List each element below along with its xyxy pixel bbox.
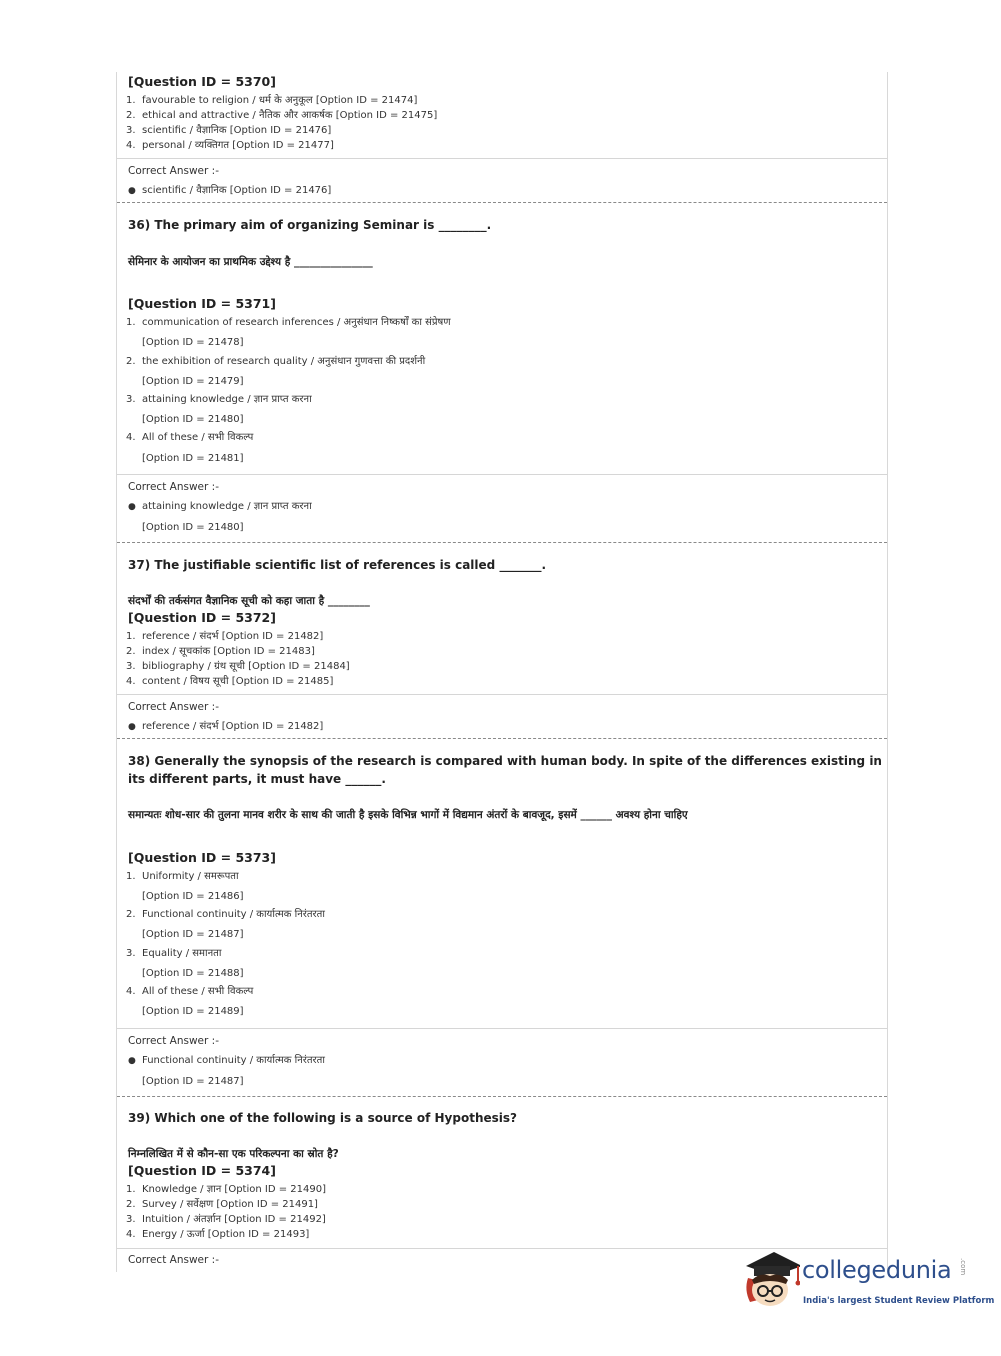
correct-option-id: [Option ID = 21487] — [142, 1076, 244, 1087]
question-text-hindi: समान्यतः शोध-सार की तुलना मानव शरीर के साथ की जाती है इसके विभिन्न भागों में विद्यमान अंतरों के बावजूद, इसमें ______ अवश्य होना चाहिए — [128, 809, 688, 821]
option-4 — [126, 429, 253, 443]
divider — [117, 1028, 887, 1029]
question-paper — [116, 72, 888, 1272]
correct-answer-text: scientific / वैज्ञानिक [Option ID = 21476] — [142, 185, 332, 196]
option-text: the exhibition of research quality / अनुसंधान गुणवत्ता की प्रदर्शनी — [142, 356, 426, 367]
correct-answer — [128, 718, 323, 732]
option-number: 4. — [126, 432, 136, 443]
option-text: bibliography / ग्रंथ सूची [Option ID = 21484] — [142, 661, 350, 672]
option-number: 3. — [126, 948, 136, 959]
option-id: [Option ID = 21486] — [142, 891, 244, 902]
question-id: [Question ID = 5372] — [128, 610, 276, 625]
option-text: reference / संदर्भ [Option ID = 21482] — [142, 631, 324, 642]
bullet-icon: ● — [128, 722, 136, 732]
option-3 — [126, 945, 221, 959]
option-text: Energy / ऊर्जा [Option ID = 21493] — [142, 1229, 310, 1240]
correct-answer-text: reference / संदर्भ [Option ID = 21482] — [142, 721, 324, 732]
divider — [117, 474, 887, 475]
option-number: 1. — [126, 871, 136, 882]
option-id: [Option ID = 21489] — [142, 1006, 244, 1017]
correct-answer-label: Correct Answer :- — [128, 1035, 219, 1047]
question-separator — [117, 1096, 887, 1097]
option-1 — [126, 92, 417, 106]
option-1 — [126, 628, 323, 642]
option-3 — [126, 1211, 326, 1225]
question-text: 39) Which one of the following is a source of Hypothesis? — [128, 1111, 517, 1125]
option-number: 2. — [126, 909, 136, 920]
option-2 — [126, 1196, 318, 1210]
option-3 — [126, 391, 312, 405]
option-4 — [126, 673, 333, 687]
option-id: [Option ID = 21488] — [142, 968, 244, 979]
option-number: 1. — [126, 631, 136, 642]
logo-com: .com — [959, 1258, 967, 1276]
option-text: All of these / सभी विकल्प — [142, 986, 254, 997]
option-id: [Option ID = 21481] — [142, 453, 244, 464]
option-number: 2. — [126, 646, 136, 657]
option-1 — [126, 868, 239, 882]
option-number: 3. — [126, 1214, 136, 1225]
option-text: scientific / वैज्ञानिक [Option ID = 21476] — [142, 125, 332, 136]
option-text: ethical and attractive / नैतिक और आकर्षक [Option ID = 21475] — [142, 110, 438, 121]
option-2 — [126, 906, 325, 920]
question-id: [Question ID = 5373] — [128, 850, 276, 865]
option-1 — [126, 1181, 326, 1195]
option-text: communication of research inferences / अनुसंधान निष्कर्षों का संप्रेषण — [142, 317, 451, 328]
option-2 — [126, 643, 315, 657]
option-text: Uniformity / समरूपता — [142, 871, 239, 882]
question-separator — [117, 202, 887, 203]
question-text: 37) The justifiable scientific list of references is called _______. — [128, 558, 547, 572]
option-id: [Option ID = 21479] — [142, 376, 244, 387]
option-id: [Option ID = 21480] — [142, 414, 244, 425]
option-number: 1. — [126, 1184, 136, 1195]
correct-answer — [128, 182, 331, 196]
bullet-icon: ● — [128, 1056, 136, 1066]
question-text-hindi: निम्नलिखित में से कौन-सा एक परिकल्पना का स्रोत है? — [128, 1148, 339, 1160]
option-id: [Option ID = 21478] — [142, 337, 244, 348]
question-text: 36) The primary aim of organizing Seminar is ________. — [128, 218, 492, 232]
option-text: attaining knowledge / ज्ञान प्राप्त करना — [142, 394, 312, 405]
correct-answer-label: Correct Answer :- — [128, 481, 219, 493]
question-text-hindi: संदर्भों की तर्कसंगत वैज्ञानिक सूची को कहा जाता है ________ — [128, 595, 370, 607]
option-text: Equality / समानता — [142, 948, 222, 959]
correct-answer-text: Functional continuity / कार्यात्मक निरंतरता — [142, 1055, 325, 1066]
option-text: All of these / सभी विकल्प — [142, 432, 254, 443]
mascot-icon — [740, 1250, 800, 1310]
option-2 — [126, 353, 425, 367]
correct-answer-text: attaining knowledge / ज्ञान प्राप्त करना — [142, 501, 312, 512]
question-separator — [117, 542, 887, 543]
divider — [117, 694, 887, 695]
bullet-icon: ● — [128, 186, 136, 196]
option-3 — [126, 658, 350, 672]
option-number: 3. — [126, 125, 136, 136]
option-text: content / विषय सूची [Option ID = 21485] — [142, 676, 334, 687]
option-1 — [126, 314, 451, 328]
logo-name: collegedunia — [802, 1256, 952, 1284]
correct-answer-label: Correct Answer :- — [128, 165, 219, 177]
option-text: Survey / सर्वेक्षण [Option ID = 21491] — [142, 1199, 318, 1210]
option-number: 2. — [126, 356, 136, 367]
divider — [117, 1248, 887, 1249]
option-text: Knowledge / ज्ञान [Option ID = 21490] — [142, 1184, 326, 1195]
correct-answer-label: Correct Answer :- — [128, 701, 219, 713]
logo-tagline: India's largest Student Review Platform — [803, 1296, 995, 1306]
option-number: 3. — [126, 394, 136, 405]
option-text: personal / व्यक्तिगत [Option ID = 21477] — [142, 140, 334, 151]
option-4 — [126, 983, 253, 997]
question-id: [Question ID = 5371] — [128, 296, 276, 311]
option-3 — [126, 122, 331, 136]
option-4 — [126, 137, 334, 151]
question-separator — [117, 738, 887, 739]
option-number: 2. — [126, 110, 136, 121]
option-number: 1. — [126, 95, 136, 106]
option-number: 4. — [126, 986, 136, 997]
correct-answer — [128, 1052, 325, 1066]
collegedunia-logo[interactable] — [740, 1250, 995, 1320]
correct-answer — [128, 498, 312, 512]
option-4 — [126, 1226, 309, 1240]
question-text: 38) Generally the synopsis of the research is compared with human body. In spite of the differences existing in its different parts, it must have ______. — [128, 754, 882, 786]
option-text: index / सूचकांक [Option ID = 21483] — [142, 646, 315, 657]
option-text: Functional continuity / कार्यात्मक निरंतरता — [142, 909, 325, 920]
divider — [117, 158, 887, 159]
question-text-hindi: सेमिनार के आयोजन का प्राथमिक उद्देश्य है _______________ — [128, 256, 373, 268]
option-id: [Option ID = 21487] — [142, 929, 244, 940]
correct-option-id: [Option ID = 21480] — [142, 522, 244, 533]
option-text: Intuition / अंतर्ज्ञान [Option ID = 21492] — [142, 1214, 326, 1225]
option-number: 4. — [126, 1229, 136, 1240]
option-number: 1. — [126, 317, 136, 328]
correct-answer-label: Correct Answer :- — [128, 1254, 219, 1266]
question-id: [Question ID = 5370] — [128, 74, 276, 89]
bullet-icon: ● — [128, 502, 136, 512]
option-text: favourable to religion / धर्म के अनुकूल [Option ID = 21474] — [142, 95, 418, 106]
option-number: 4. — [126, 676, 136, 687]
option-number: 3. — [126, 661, 136, 672]
option-number: 4. — [126, 140, 136, 151]
option-number: 2. — [126, 1199, 136, 1210]
option-2 — [126, 107, 437, 121]
question-id: [Question ID = 5374] — [128, 1163, 276, 1178]
